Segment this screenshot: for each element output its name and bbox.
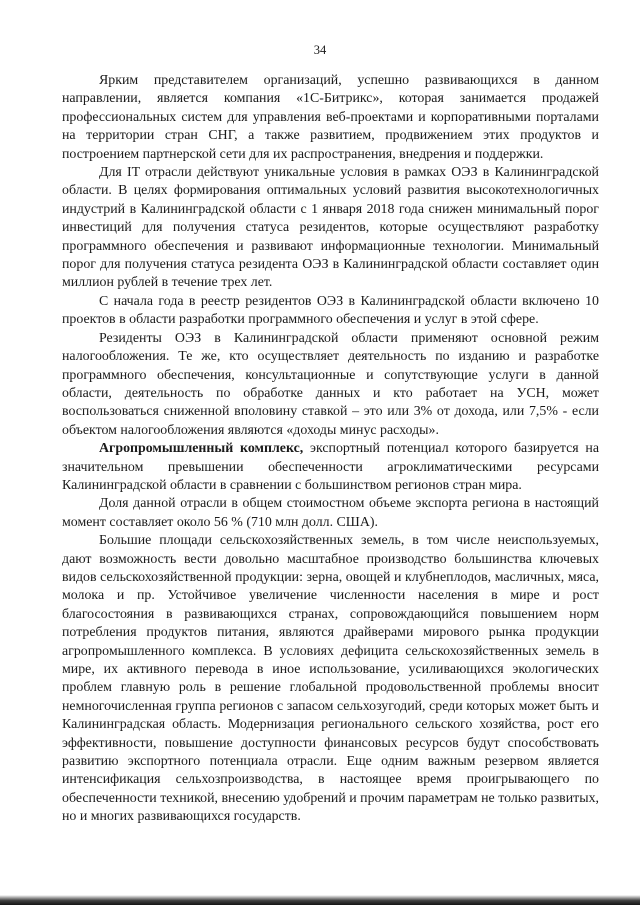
paragraph-text: С начала года в реестр резидентов ОЭЗ в Калининградской области включено 10 проектов в области разработки программного обеспечения и услуг в этой сфере.: [62, 293, 599, 328]
paragraph-text: Доля данной отрасли в общем стоимостном объеме экспорта региона в настоящий момент составляет около 56 % (710 млн долл. США).: [62, 496, 599, 530]
paragraph-text: Ярким представителем организаций, успешно развивающихся в данном направлении, является компания «1С-Битрикс», которая занимается продажей профессиональных систем для управления веб-проектами и корпоративными порталами на территории стран СНГ, а также развитием, продвижением этих продуктов и построением партнерской сети для их распространения, внедрения и поддержки.: [62, 73, 599, 162]
paragraph-text: Большие площади сельскохозяйственных земель, в том числе неиспользуемых, дают возможность вести довольно масштабное производство большинства ключевых видов сельскохозяйственной продукции: зерна, овощей и клубнеплодов, масличных, мяса, молока и пр. Устойчивое увеличение численности населения в мире и рост благосостояния в развивающихся странах, сопровождающийся повышением норм потребления продуктов питания, являются драйверами мирового рынка продукции агропромышленного комплекса. В условиях дефицита сельскохозяйственных земель в мире, их активного перевода в иное использование, усиливающихся экологических проблем главную роль в решение глобальной продовольственной проблемы вносит немногочисленная группа регионов с запасом сельхозугодий, среди которых может быть и Калининградская область. Модернизация регионального сельского хозяйства, рост его эффективности, повышение доступности финансовых ресурсов будут способствовать развитию экспортного потенциала отрасли. Еще одним важным резервом является интенсификация сельхозпроизводства, в настоящее время проигрывающего по обеспеченности техникой, внесению удобрений и прочим параметрам не только развитых, но и многих развивающихся государств.: [62, 533, 599, 825]
paragraph-export-share: [62, 495, 599, 532]
paragraph-text: Резиденты ОЭЗ в Калининградской области применяют основной режим налогообложения. Те же, кто осуществляет деятельность по изданию и разработке программного обеспечения, консультационные и сопутствующие услуги в данной области, деятельность по обработке данных и кто работает на УСН, может воспользоваться сниженной вполовину ставкой – это или 3% от дохода, или 7,5% - если объектом налогообложения являются «доходы минус расходы».: [62, 330, 599, 438]
scan-bottom-edge: [0, 895, 640, 905]
paragraph-it-sector: [62, 164, 599, 293]
paragraph-agro-complex: [62, 440, 599, 495]
paragraph-lead-heading: Агропромышленный комплекс,: [99, 441, 304, 457]
page-number: 34: [313, 43, 327, 57]
paragraph-resident-register: [62, 293, 599, 330]
paragraph-text: Для IT отрасли действуют уникальные условия в рамках ОЭЗ в Калининградской области. В целях формирования оптимальных условий развития высокотехнологичных индустрий в Калининградской области с 1 января 2018 года снижен минимальный порог инвестиций для получения статуса резидентов, которые осуществляют разработку программного обеспечения и развивают информационные технологии. Минимальный порог для получения статуса резидента ОЭЗ в Калининградской области составляет один миллион рублей в течение трех лет.: [62, 165, 599, 291]
paragraph-1c-bitrix: [62, 72, 599, 164]
document-body: [62, 72, 599, 827]
paragraph-taxation: [62, 330, 599, 440]
paragraph-agricultural-land: [62, 532, 599, 827]
paragraph-text: экспортный потенциал которого базируется на значительном превышении обеспеченности агроклиматическими ресурсами Калининградской области в сравнении с большинством регионов стран мира.: [62, 441, 599, 493]
